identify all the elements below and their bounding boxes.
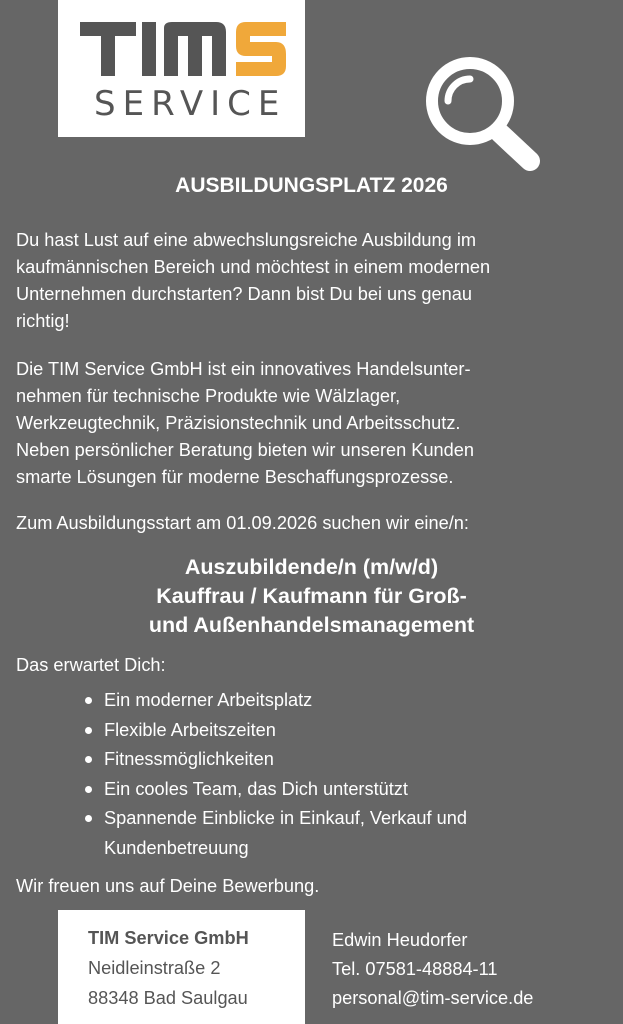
- benefit-item: Ein moderner Arbeitsplatz: [104, 686, 467, 716]
- company-logo: [58, 0, 305, 137]
- contact-email[interactable]: personal@tim-service.de: [332, 988, 534, 1008]
- company-line: Neben persönlicher Beratung bieten wir unseren Kunden: [16, 440, 475, 460]
- intro-line: Unternehmen durchstarten? Dann bist Du bei uns genau: [16, 284, 472, 304]
- job-title-line: Kauffrau / Kaufmann für Groß-: [156, 584, 467, 608]
- contact-name: Edwin Heudorfer: [332, 930, 468, 950]
- job-title-line: Auszubildende/n (m/w/d): [184, 555, 439, 579]
- intro-line: richtig!: [16, 311, 70, 331]
- closing-text: Wir freuen uns auf Deine Bewerbung.: [16, 876, 320, 896]
- start-date-text: [16, 510, 611, 537]
- intro-line: Du hast Lust auf eine abwechslungsreiche Ausbildung im: [16, 230, 477, 250]
- logo-subtitle: SERVICE: [94, 84, 287, 124]
- contact-block: [332, 926, 533, 1013]
- page-title: AUSBILDUNGSPLATZ 2026: [175, 174, 448, 197]
- search-icon: [418, 55, 543, 175]
- tim-logo-graphic: [80, 14, 290, 84]
- address-city: 88348 Bad Saulgau: [88, 988, 248, 1008]
- benefit-item: Fitnessmöglichkeiten: [104, 745, 467, 775]
- address-company: TIM Service GmbH: [88, 928, 249, 948]
- start-line: Zum Ausbildungsstart am 01.09.2026 suchen wir eine/n:: [16, 513, 469, 533]
- contact-phone[interactable]: Tel. 07581-48884-11: [332, 959, 498, 979]
- job-title-line: und Außenhandelsmanagement: [148, 613, 475, 637]
- benefit-item: Ein cooles Team, das Dich unterstützt: [104, 775, 467, 805]
- company-line: Die TIM Service GmbH ist ein innovatives Handelsunter-: [16, 359, 471, 379]
- expect-heading: Das erwartet Dich:: [16, 655, 166, 675]
- company-line: nehmen für technische Produkte wie Wälzlager,: [16, 386, 401, 406]
- benefit-item-continuation: Kundenbetreuung: [104, 837, 249, 858]
- address-street: Neidleinstraße 2: [88, 958, 221, 978]
- company-paragraph: [16, 356, 611, 491]
- company-line: smarte Lösungen für moderne Beschaffungsprozesse.: [16, 467, 454, 487]
- company-line: Werkzeugtechnik, Präzisionstechnik und Arbeitsschutz.: [16, 413, 461, 433]
- benefit-item: Flexible Arbeitszeiten: [104, 716, 467, 746]
- job-title: [0, 553, 623, 640]
- intro-line: kaufmännischen Bereich und möchtest in einem modernen: [16, 257, 491, 277]
- address-box: [58, 910, 305, 1024]
- benefit-item: Spannende Einblicke in Einkauf, Verkauf und: [104, 804, 467, 834]
- intro-paragraph: [16, 227, 611, 335]
- benefits-list: [104, 686, 467, 863]
